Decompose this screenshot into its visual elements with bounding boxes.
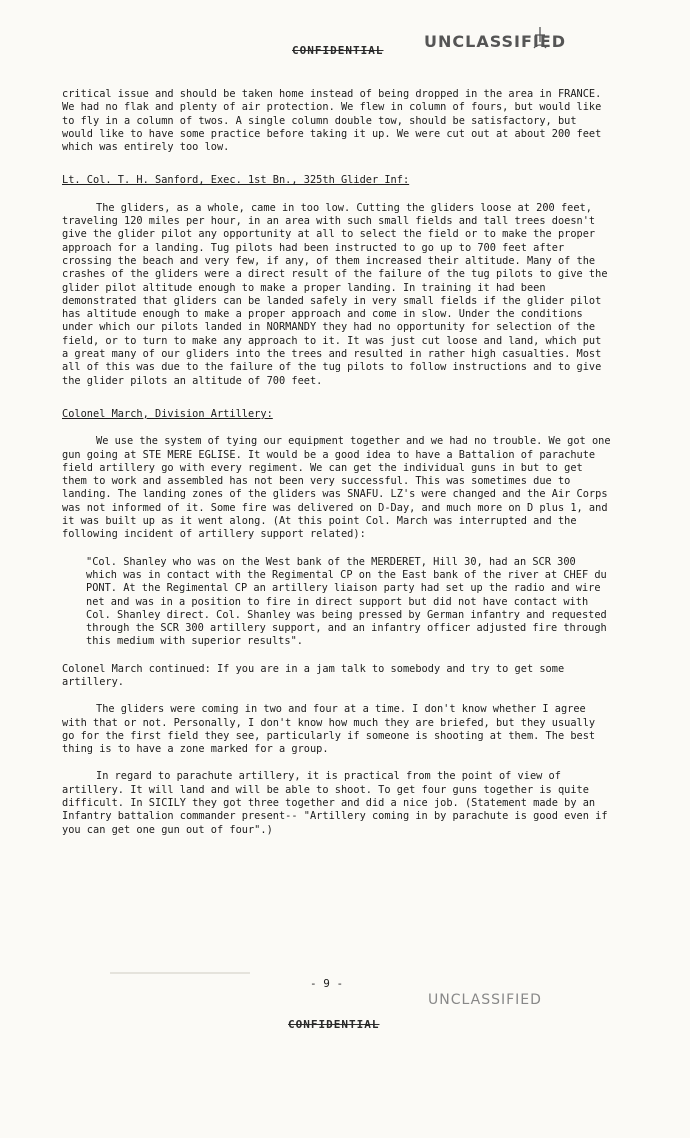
confidential-marking-bottom: CONFIDENTIAL	[288, 1018, 380, 1031]
paragraph-5: The gliders were coming in two and four at a time. I don't know whether I agree with that or not. Personally, I don't know how much they are briefed, but they usually go for the first field they see, particularly if someone is shooting at them. The best thing is to have a zone marked for a group.	[62, 703, 602, 756]
quoted-incident: "Col. Shanley who was on the West bank of the MERDERET, Hill 30, had an SCR 300 which was in contact with the Regimental CP on the East bank of the river at CHEF du PONT. At the Regimental CP an artillery liaison party had set up the radio and wire net and was in a position to fire in direct support but did not have contact with Col. Shanley direct. Col. Shanley was being pressed by German infantry and requested through the SCR 300 artillery support, and an infantry officer adjusted fire through this medium with superior results".	[86, 555, 613, 648]
section-heading-march: Colonel March, Division Artillery:	[62, 407, 273, 420]
document-body	[62, 88, 617, 837]
handwritten-mark-icon	[532, 26, 548, 50]
paragraph-3: We use the system of tying our equipment together and we had no trouble. We got one gun going at STE MERE EGLISE. It would be a good idea to have a Battalion of parachute field artillery go with every regiment. We can get the individual guns in but to get them to work and assembled has not been very successful. This was sometimes due to landing. The landing zones of the gliders was SNAFU. LZ's were changed and the Air Corps was not informed of it. Some fire was delivered on D-Day, and much more on D plus 1, and it was built up as it went along. (At this point Col. March was interrupted and the following incident of artillery support related):	[62, 435, 617, 541]
paragraph-2: The gliders, as a whole, came in too low. Cutting the gliders loose at 200 feet, traveling 120 miles per hour, in an area with such small fields and tall trees doesn't give the glider pilot any opportunity at all to select the field or to make the proper approach for a landing. Tug pilots had been instructed to go up to 700 feet after crossing the beach and very few, if any, of them increased their altitude. Many of the crashes of the gliders were a direct result of the failure of the tug pilots to give the glider pilot altitude enough to make a proper landing. In training it had been demonstrated that gliders can be landed safely in very small fields if the glider pilot has altitude enough to make a proper approach and come in slow. Under the conditions under which our pilots landed in NORMANDY they had no opportunity for selection of the field, or to turn to make any approach to it. It was just cut loose and land, which put a great many of our gliders into the trees and resulted in rather high casualties. Most all of this was due to the failure of the tug pilots to follow instructions and to give the glider pilots an altitude of 700 feet.	[62, 201, 614, 387]
confidential-marking-top: CONFIDENTIAL	[292, 44, 384, 57]
paragraph-4: Colonel March continued: If you are in a jam talk to somebody and try to get some artillery.	[62, 662, 571, 688]
paragraph-1: critical issue and should be taken home instead of being dropped in the area in FRANCE. We had no flak and plenty of air protection. We flew in column of fours, but would like to fly in a column of twos. A single column double tow, should be satisfactory, but would like to have some practice before taking it up. We were cut out at about 200 feet which was entirely too low.	[62, 88, 608, 154]
scan-smudge	[110, 972, 250, 974]
paragraph-6: In regard to parachute artillery, it is practical from the point of view of artillery. It will land and will be able to shoot. To get four guns together is quite difficult. In SICILY they got three together and did a nice job. (Statement made by an Infantry battalion commander present-- "Artillery coming in by parachute is good even if you can get one gun out of four".)	[62, 770, 614, 836]
section-heading-sanford: Lt. Col. T. H. Sanford, Exec. 1st Bn., 325th Glider Inf:	[62, 174, 410, 187]
page-number: - 9 -	[310, 977, 344, 990]
unclassified-stamp-bottom: UNCLASSIFIED	[428, 992, 542, 1008]
unclassified-stamp-top: UNCLASSIFIED	[424, 32, 567, 51]
